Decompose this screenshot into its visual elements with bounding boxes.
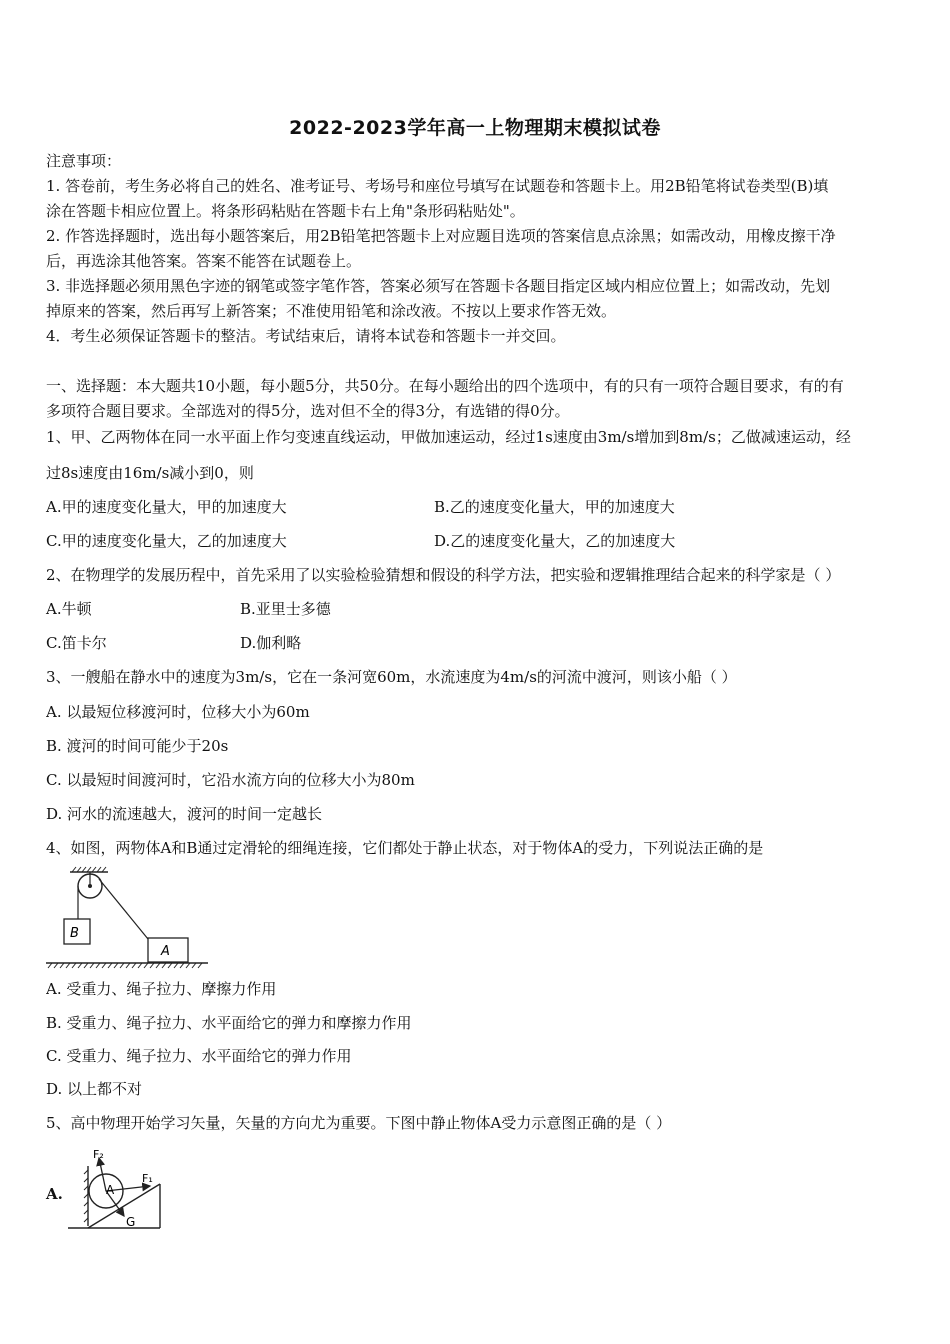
- page-title: 2022-2023学年高一上物理期末模拟试卷: [289, 117, 661, 139]
- label-f2: F₂: [93, 1148, 104, 1161]
- notice-line: 掉原来的答案，然后再写上新答案；不准使用铅笔和涂改液。不按以上要求作答无效。: [46, 302, 617, 320]
- q4-option-a: A. 受重力、绳子拉力、摩擦力作用: [46, 980, 277, 998]
- section-heading: 多项符合题目要求。全部选对的得5分，选对但不全的得3分，有选错的得0分。: [46, 402, 570, 420]
- notice-line: 涂在答题卡相应位置上。将条形码粘贴在答题卡右上角"条形码粘贴处"。: [46, 202, 525, 220]
- pulley-figure: [44, 866, 210, 970]
- q2-option-b: B.亚里士多德: [240, 600, 331, 618]
- question-4-stem: 4、如图，两物体A和B通过定滑轮的细绳连接，它们都处于静止状态，对于物体A的受力，下列说法正确的是: [46, 839, 764, 857]
- notice-line: 3. 非选择题必须用黑色字迹的钢笔或签字笔作答，答案必须写在答题卡各题目指定区域内相应位置上；如需改动，先划: [46, 277, 831, 295]
- q4-option-b: B. 受重力、绳子拉力、水平面给它的弹力和摩擦力作用: [46, 1014, 412, 1032]
- q3-option-d: D. 河水的流速越大，渡河的时间一定越长: [46, 805, 323, 823]
- question-2-stem: 2、在物理学的发展历程中，首先采用了以实验检验猜想和假设的科学方法，把实验和逻辑推理结合起来的科学家是（ ）: [46, 566, 841, 584]
- q4-option-d: D. 以上都不对: [46, 1080, 143, 1098]
- q3-option-b: B. 渡河的时间可能少于20s: [46, 737, 229, 755]
- question-5-stem: 5、高中物理开始学习矢量，矢量的方向尤为重要。下图中静止物体A受力示意图正确的是（ ）: [46, 1114, 672, 1132]
- label-g: G: [126, 1215, 136, 1229]
- q1-option-c: C.甲的速度变化量大，乙的加速度大: [46, 532, 287, 550]
- q3-option-c: C. 以最短时间渡河时，它沿水流方向的位移大小为80m: [46, 771, 415, 789]
- q3-option-a: A. 以最短位移渡河时，位移大小为60m: [46, 703, 310, 721]
- question-3-stem: 3、一艘船在静水中的速度为3m/s，它在一条河宽60m，水流速度为4m/s的河流中渡河，则该小船（ ）: [46, 668, 737, 686]
- q4-option-c: C. 受重力、绳子拉力、水平面给它的弹力作用: [46, 1047, 352, 1065]
- q2-option-d: D.伽利略: [240, 634, 302, 652]
- figure-label-b: B: [70, 926, 79, 941]
- label-f1: F₁: [142, 1172, 153, 1185]
- q2-option-a: A.牛顿: [46, 600, 92, 618]
- notice-line: 后，再选涂其他答案。答案不能答在试题卷上。: [46, 252, 362, 270]
- force-diagram-a: [66, 1146, 164, 1234]
- label-a: A: [106, 1183, 115, 1197]
- q1-option-d: D.乙的速度变化量大，乙的加速度大: [434, 532, 676, 550]
- notice-heading: 注意事项：: [46, 152, 122, 170]
- q5-option-a-label: A.: [46, 1185, 63, 1203]
- notice-line: 4．考生必须保证答题卡的整洁。考试结束后，请将本试卷和答题卡一并交回。: [46, 327, 566, 345]
- figure-label-a: A: [161, 944, 170, 959]
- question-1-stem: 1、甲、乙两物体在同一水平面上作匀变速直线运动，甲做加速运动，经过1s速度由3m/s增加到8m/s；乙做减速运动，经: [46, 428, 851, 446]
- notice-line: 1. 答卷前，考生务必将自己的姓名、准考证号、考场号和座位号填写在试题卷和答题卡上。用2B铅笔将试卷类型(B)填: [46, 177, 829, 195]
- q1-option-b: B.乙的速度变化量大，甲的加速度大: [434, 498, 675, 516]
- question-1-stem: 过8s速度由16m/s减小到0，则: [46, 464, 254, 482]
- section-heading: 一、选择题：本大题共10小题，每小题5分，共50分。在每小题给出的四个选项中，有的只有一项符合题目要求，有的有: [46, 377, 844, 395]
- q2-option-c: C.笛卡尔: [46, 634, 107, 652]
- notice-line: 2. 作答选择题时，选出每小题答案后，用2B铅笔把答题卡上对应题目选项的答案信息点涂黑；如需改动，用橡皮擦干净: [46, 227, 836, 245]
- q1-option-a: A.甲的速度变化量大，甲的加速度大: [46, 498, 287, 516]
